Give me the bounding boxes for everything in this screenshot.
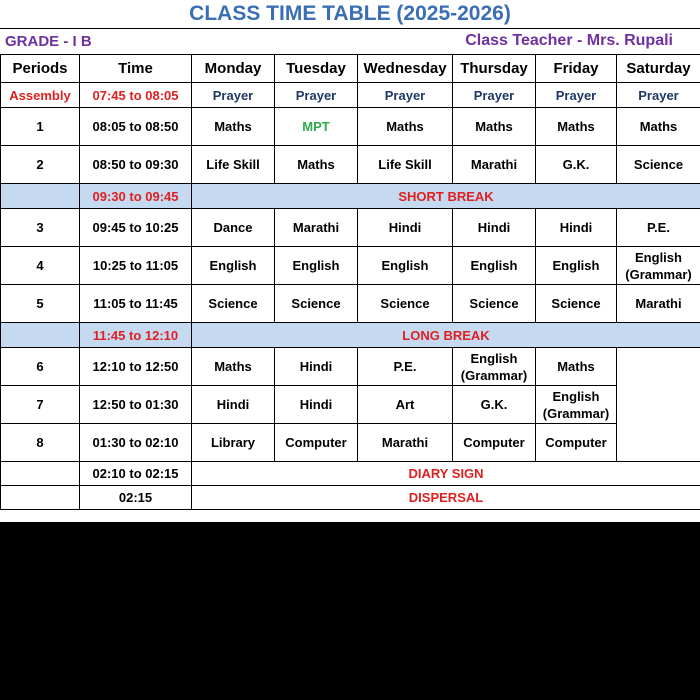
long-break-label: LONG BREAK bbox=[192, 323, 700, 348]
assembly-label: Assembly bbox=[1, 83, 80, 108]
subject-cell: Prayer bbox=[358, 83, 453, 108]
subject-cell: Maths bbox=[453, 108, 536, 146]
period-time: 11:05 to 11:45 bbox=[80, 285, 192, 323]
subject-cell: Science bbox=[617, 146, 700, 184]
subject-cell: Dance bbox=[192, 209, 275, 247]
period-time: 09:45 to 10:25 bbox=[80, 209, 192, 247]
subject-cell: Marathi bbox=[358, 424, 453, 462]
subject-cell: Science bbox=[453, 285, 536, 323]
assembly-row bbox=[1, 83, 700, 108]
empty-cell bbox=[617, 348, 700, 462]
dispersal-time: 02:15 bbox=[80, 486, 192, 510]
header-cell: Thursday bbox=[453, 55, 536, 83]
subject-cell: Maths bbox=[617, 108, 700, 146]
subject-cell: Marathi bbox=[453, 146, 536, 184]
header-cell: Wednesday bbox=[358, 55, 453, 83]
header-cell: Friday bbox=[536, 55, 617, 83]
header-cell: Periods bbox=[1, 55, 80, 83]
subject-cell: English (Grammar) bbox=[617, 247, 700, 285]
diary-sign-label: DIARY SIGN bbox=[192, 462, 700, 486]
period-number: 3 bbox=[1, 209, 80, 247]
subject-cell: Science bbox=[536, 285, 617, 323]
subject-cell: Science bbox=[192, 285, 275, 323]
long-break-row bbox=[1, 323, 700, 348]
subject-cell: Computer bbox=[275, 424, 358, 462]
subject-cell: MPT bbox=[275, 108, 358, 146]
subject-cell: English bbox=[192, 247, 275, 285]
subject-cell: Life Skill bbox=[192, 146, 275, 184]
subject-cell: G.K. bbox=[453, 386, 536, 424]
subject-cell: Computer bbox=[536, 424, 617, 462]
subject-cell: Hindi bbox=[536, 209, 617, 247]
long-break-time: 11:45 to 12:10 bbox=[80, 323, 192, 348]
period-number: 6 bbox=[1, 348, 80, 386]
subject-cell: Hindi bbox=[358, 209, 453, 247]
info-row bbox=[0, 28, 700, 55]
subject-cell: English bbox=[453, 247, 536, 285]
subject-cell: Maths bbox=[192, 348, 275, 386]
subject-cell: Prayer bbox=[536, 83, 617, 108]
empty-cell bbox=[1, 486, 80, 510]
class-teacher-label: Class Teacher - Mrs. Rupali bbox=[465, 32, 673, 49]
period-time: 12:10 to 12:50 bbox=[80, 348, 192, 386]
period-row bbox=[1, 108, 700, 146]
header-row bbox=[1, 55, 700, 83]
period-row bbox=[1, 285, 700, 323]
dispersal-row bbox=[1, 486, 700, 510]
subject-cell: Maths bbox=[536, 348, 617, 386]
subject-cell: Art bbox=[358, 386, 453, 424]
period-row bbox=[1, 247, 700, 285]
header-cell: Time bbox=[80, 55, 192, 83]
assembly-time: 07:45 to 08:05 bbox=[80, 83, 192, 108]
subject-cell: Hindi bbox=[192, 386, 275, 424]
subject-cell: Life Skill bbox=[358, 146, 453, 184]
period-row bbox=[1, 348, 700, 386]
subject-cell: Prayer bbox=[453, 83, 536, 108]
header-cell: Monday bbox=[192, 55, 275, 83]
period-row bbox=[1, 146, 700, 184]
subject-cell: English bbox=[358, 247, 453, 285]
subject-cell: Prayer bbox=[617, 83, 700, 108]
diary-sign-row bbox=[1, 462, 700, 486]
subject-cell: Prayer bbox=[192, 83, 275, 108]
short-break-row bbox=[1, 184, 700, 209]
period-time: 01:30 to 02:10 bbox=[80, 424, 192, 462]
subject-cell: Hindi bbox=[453, 209, 536, 247]
subject-cell: Maths bbox=[536, 108, 617, 146]
grade-label: GRADE - I B bbox=[5, 33, 92, 50]
subject-cell: English (Grammar) bbox=[536, 386, 617, 424]
subject-cell: Maths bbox=[358, 108, 453, 146]
header-cell: Tuesday bbox=[275, 55, 358, 83]
subject-cell: Maths bbox=[275, 146, 358, 184]
subject-cell: Hindi bbox=[275, 386, 358, 424]
period-row bbox=[1, 209, 700, 247]
dispersal-label: DISPERSAL bbox=[192, 486, 700, 510]
subject-cell: P.E. bbox=[358, 348, 453, 386]
period-number: 1 bbox=[1, 108, 80, 146]
subject-cell: Science bbox=[358, 285, 453, 323]
period-number: 7 bbox=[1, 386, 80, 424]
period-row bbox=[1, 386, 700, 424]
subject-cell: Maths bbox=[192, 108, 275, 146]
period-time: 12:50 to 01:30 bbox=[80, 386, 192, 424]
subject-cell: G.K. bbox=[536, 146, 617, 184]
short-break-time: 09:30 to 09:45 bbox=[80, 184, 192, 209]
period-number: 8 bbox=[1, 424, 80, 462]
subject-cell: English bbox=[275, 247, 358, 285]
timetable bbox=[0, 54, 700, 510]
page-title: CLASS TIME TABLE (2025-2026) bbox=[189, 2, 511, 25]
subject-cell: Marathi bbox=[275, 209, 358, 247]
subject-cell: Marathi bbox=[617, 285, 700, 323]
period-time: 08:50 to 09:30 bbox=[80, 146, 192, 184]
subject-cell: Library bbox=[192, 424, 275, 462]
subject-cell: Science bbox=[275, 285, 358, 323]
period-time: 10:25 to 11:05 bbox=[80, 247, 192, 285]
short-break-label: SHORT BREAK bbox=[192, 184, 700, 209]
subject-cell: Computer bbox=[453, 424, 536, 462]
subject-cell: English (Grammar) bbox=[453, 348, 536, 386]
subject-cell: Hindi bbox=[275, 348, 358, 386]
period-number: 2 bbox=[1, 146, 80, 184]
subject-cell: English bbox=[536, 247, 617, 285]
period-time: 08:05 to 08:50 bbox=[80, 108, 192, 146]
empty-cell bbox=[1, 184, 80, 209]
diary-sign-time: 02:10 to 02:15 bbox=[80, 462, 192, 486]
empty-cell bbox=[1, 323, 80, 348]
subject-cell: Prayer bbox=[275, 83, 358, 108]
period-row bbox=[1, 424, 700, 462]
empty-cell bbox=[1, 462, 80, 486]
period-number: 4 bbox=[1, 247, 80, 285]
header-cell: Saturday bbox=[617, 55, 700, 83]
period-number: 5 bbox=[1, 285, 80, 323]
subject-cell: P.E. bbox=[617, 209, 700, 247]
